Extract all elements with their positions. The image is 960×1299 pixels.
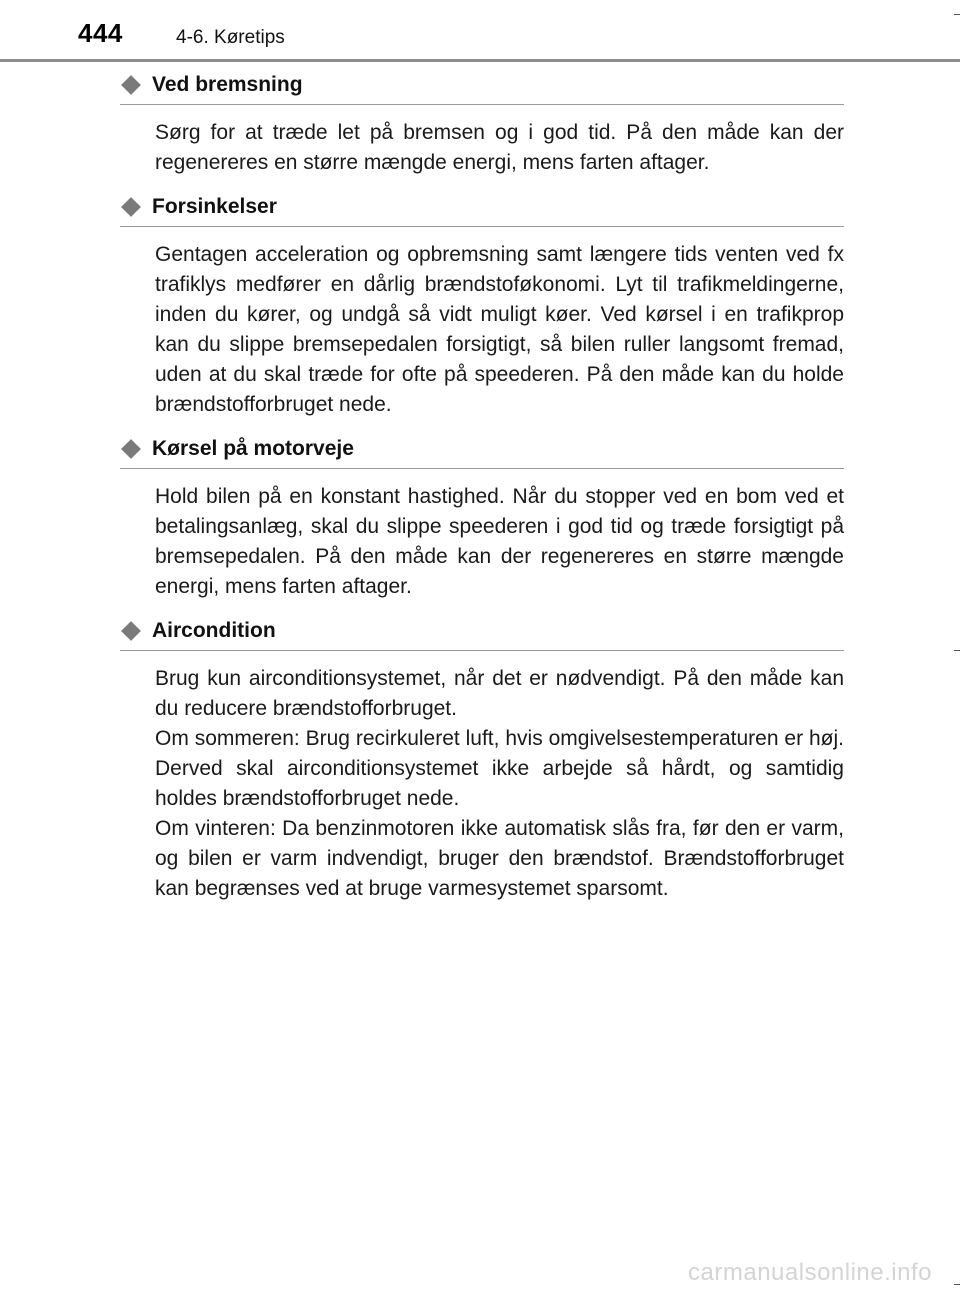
- body-paragraph: Gentagen acceleration og opbremsning samt længere tids venten ved fx trafiklys medfører en dårlig brændstoføkonomi. Lyt til trafikmeldingerne, inden du kører, og undgå så vidt muligt køer. Ved kørsel i en trafikprop kan du slippe bremsepedalen forsigtigt, så bilen ruller langsomt fremad, uden at du skal træde for ofte på speederen. På den måde kan du holde brændstofforbruget nede.: [155, 243, 844, 416]
- trim-mark: [954, 650, 960, 651]
- heading-text: Forsinkelser: [152, 195, 277, 218]
- body-paragraph: Brug kun airconditionsystemet, når det er nødvendigt. På den måde kan du reducere brændstofforbruget.: [155, 667, 844, 720]
- watermark: carmanualsonline.info: [688, 1259, 932, 1286]
- diamond-bullet-icon: [121, 621, 141, 641]
- diamond-bullet-icon: [121, 439, 141, 459]
- section-heading: [120, 612, 844, 651]
- body-paragraph: Om sommeren: Brug recirkuleret luft, hvis omgivelsestemperaturen er høj. Derved skal airconditionsystemet ikke arbejde så hårdt, og samtidig holdes brændstofforbruget nede.: [155, 727, 844, 810]
- diamond-bullet-icon: [121, 197, 141, 217]
- page-header: [0, 0, 960, 62]
- section-heading: [120, 66, 844, 105]
- section-korsel-pa-motorveje: [120, 430, 844, 602]
- page-number: 444: [78, 18, 123, 48]
- trim-mark: [954, 1284, 960, 1285]
- section-forsinkelser: [120, 188, 844, 420]
- section-label: 4-6. Køretips: [176, 27, 285, 48]
- section-heading: [120, 188, 844, 227]
- section-aircondition: [120, 612, 844, 904]
- diamond-bullet-icon: [121, 75, 141, 95]
- heading-text: Aircondition: [152, 619, 276, 642]
- header-rule: [0, 59, 960, 62]
- page-content: [120, 66, 844, 914]
- body-paragraph: Sørg for at træde let på bremsen og i god tid. På den måde kan der regenereres en større mængde energi, mens farten aftager.: [155, 121, 844, 174]
- trim-mark: [954, 14, 960, 15]
- body-paragraph: Hold bilen på en konstant hastighed. Når du stopper ved en bom ved et betalingsanlæg, skal du slippe speederen i god tid og træde forsigtigt på bremsepedalen. På den måde kan der regenereres en større mængde energi, mens farten aftager.: [155, 485, 844, 598]
- section-heading: [120, 430, 844, 469]
- body-paragraph: Om vinteren: Da benzinmotoren ikke automatisk slås fra, før den er varm, og bilen er varm indvendigt, bruger den brændstof. Brændstofforbruget kan begrænses ved at bruge varmesystemet sparsomt.: [155, 817, 844, 900]
- heading-text: Ved bremsning: [152, 73, 303, 96]
- section-ved-bremsning: [120, 66, 844, 178]
- heading-text: Kørsel på motorveje: [152, 437, 354, 460]
